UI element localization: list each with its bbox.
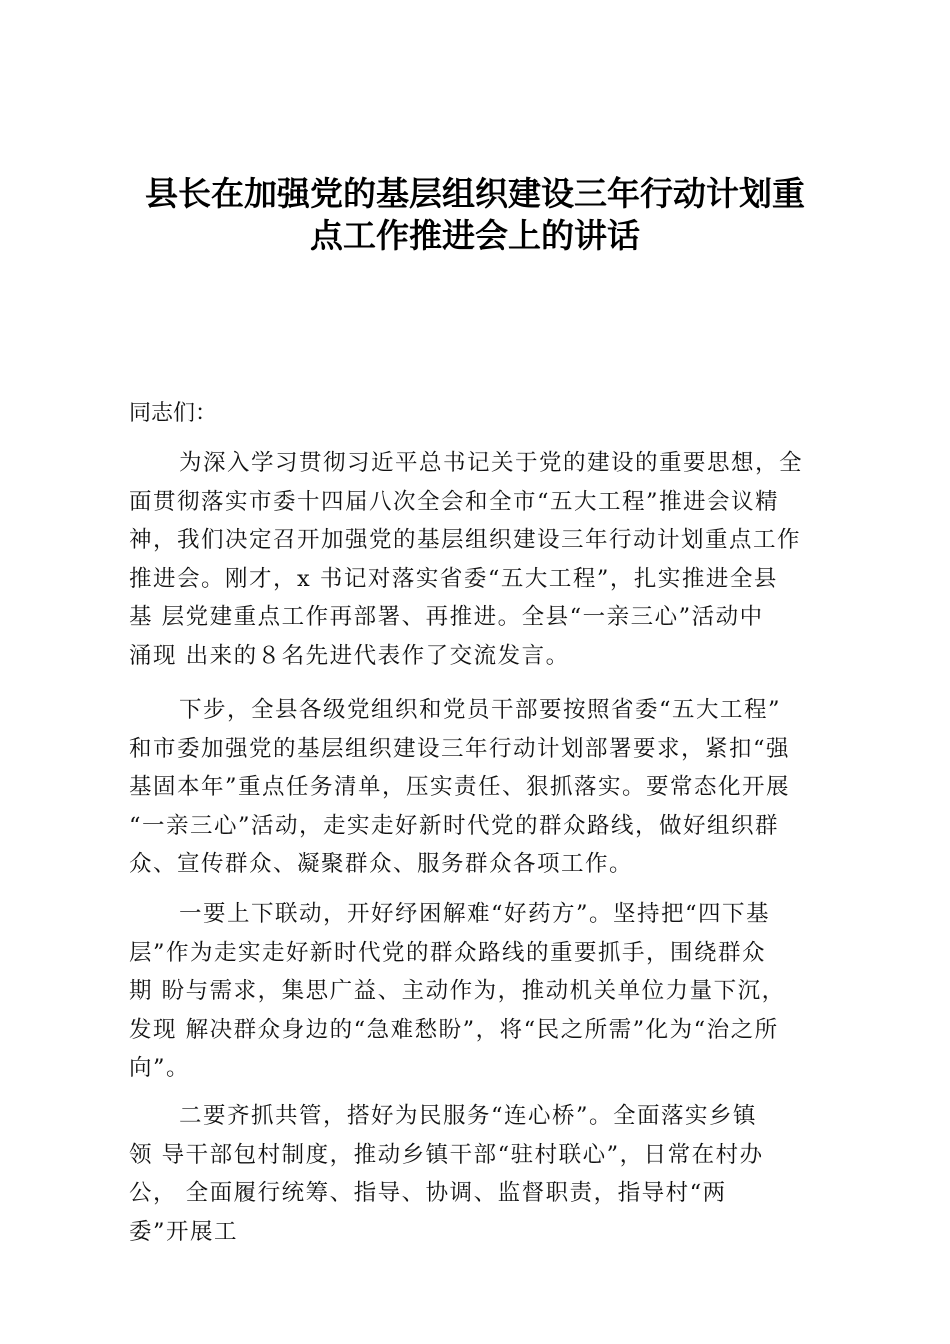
paragraph-line: 二要齐抓共管，搭好为民服务“连心桥”。全面落实乡镇 — [179, 1103, 758, 1129]
paragraph-1 — [129, 444, 849, 675]
paragraph-line: 基固本年”重点任务清单，压实责任、狠抓落实。要常态化开展 — [129, 774, 791, 800]
salutation: 同志们： — [129, 401, 218, 426]
paragraph-line: 涌现 出来的８名先进代表作了交流发言。 — [129, 642, 570, 669]
paragraph-line: 众、宣传群众、凝聚群众、服务群众各项工作。 — [129, 851, 634, 877]
paragraph-line: 一要上下联动，开好纾困解难“好药方”。坚持把“四下基 — [179, 901, 771, 927]
paragraph-3 — [129, 895, 849, 1088]
document-title-line-2: 点工作推进会上的讲话 — [310, 216, 640, 255]
paragraph-line: 领 导干部包村制度，推动乡镇干部“驻村联心”，日常在村办 — [129, 1141, 764, 1168]
paragraph-line: 和市委加强党的基层组织建设三年行动计划部署要求，紧扣“强 — [129, 735, 791, 762]
paragraph-line: 推进会。刚才，x 书记对落实省委“五大工程”，扎实推进全县 — [129, 565, 778, 592]
paragraph-4 — [129, 1097, 849, 1251]
paragraph-line: 发现 解决群众身边的“急难愁盼”，将“民之所需”化为“治之所 — [129, 1016, 779, 1043]
paragraph-line: 公， 全面履行统筹、指导、协调、监督职责，指导村“两 — [129, 1180, 727, 1206]
paragraph-line: 委”开展工 — [129, 1218, 239, 1245]
document-title-line-1: 县长在加强党的基层组织建设三年行动计划重 — [145, 174, 805, 213]
paragraph-line: 下步，全县各级党组织和党员干部要按照省委“五大工程” — [179, 697, 782, 723]
paragraph-2 — [129, 691, 849, 884]
paragraph-line: 向”。 — [129, 1055, 191, 1081]
paragraph-line: 基 层党建重点工作再部署、再推进。全县“一亲三心”活动中 — [129, 604, 764, 630]
paragraph-line: 层”作为走实走好新时代党的群众路线的重要抓手，围绕群众 — [129, 939, 767, 966]
paragraph-line: 为深入学习贯彻习近平总书记关于党的建设的重要思想，全 — [179, 450, 804, 476]
paragraph-line: 期 盼与需求，集思广益、主动作为，推动机关单位力量下沉， — [129, 978, 786, 1004]
paragraph-line: “一亲三心”活动，走实走好新时代党的群众路线，做好组织群 — [129, 812, 780, 839]
paragraph-line: 神，我们决定召开加强党的基层组织建设三年行动计划重点工作 — [129, 527, 802, 553]
paragraph-line: 面贯彻落实市委十四届八次全会和全市“五大工程”推进会议精 — [129, 488, 780, 515]
